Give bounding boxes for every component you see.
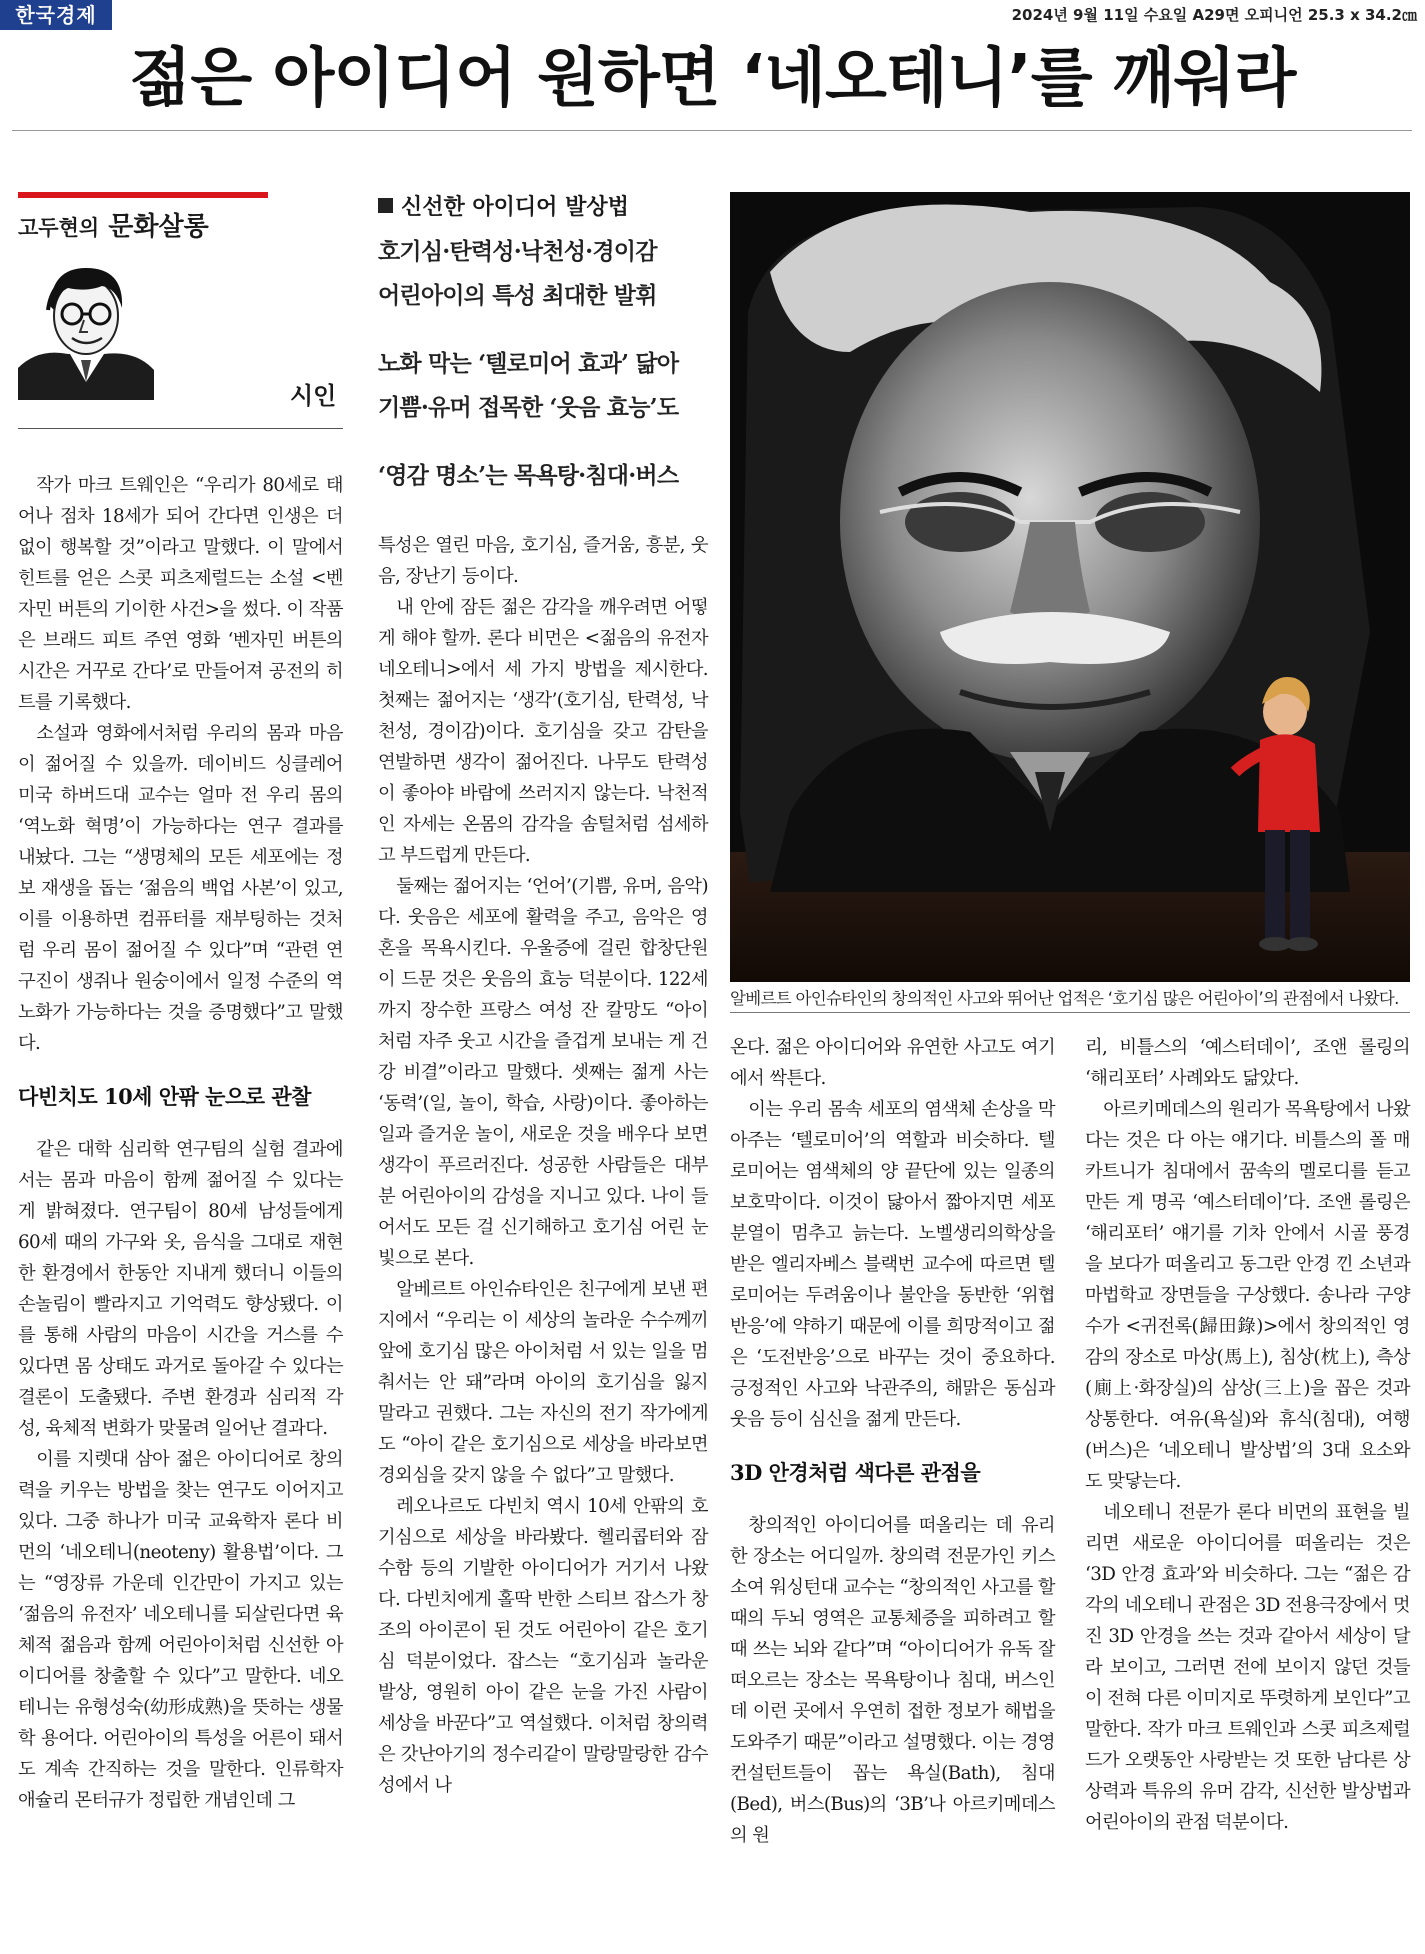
deck-label: [378, 190, 629, 221]
paragraph: 네오테니 전문가 론다 비먼의 표현을 빌리면 새로운 아이디어를 떠올리는 것은 ‘3D 안경 효과’와 비슷하다. 그는 “젊은 감각의 네오테니 관점은 3D 전용극장에서 멋진 3D 안경을 쓰는 것과 같아서 세상이 달라 보이고, 그러면 전에 보이지 않던 것들이 전혀 다른 이미지로 뚜렷하게 보인다”고 말한다. 작가 마크 트웨인과 스콧 피츠제럴드가 오랫동안 사랑받는 것 또한 남다른 상상력과 특유의 유머 감각, 신선한 발상법과 어린아이의 관점 덕분이다.: [1085, 1502, 1410, 1833]
headline-divider: [12, 130, 1412, 131]
publication-info: 2024년 9월 11일 수요일 A29면 오피니언 25.3 x 34.2㎝: [1011, 6, 1417, 24]
article-column-2: [378, 530, 708, 1801]
deck-line: 노화 막는 ‘텔로미어 효과’ 닮아: [378, 350, 679, 377]
paragraph: 창의적인 아이디어를 떠올리는 데 유리한 장소는 어디일까. 창의력 전문가인 키스 소여 워싱턴대 교수는 “창의적인 사고를 할 때의 두뇌 영역은 교통체증을 피하려고 할 때 쓰는 뇌와 같다”며 “아이디어가 유독 잘 떠오르는 장소는 목욕탕이나 침대, 버스인데 이런 곳에서 우연히 접한 정보가 해법을 도와주기 때문”이라고 설명했다. 이는 경영 컨설턴트들이 꼽는 욕실(Bath), 침대(Bed), 버스(Bus)의 ‘3B’나 아르키메데스의 원: [730, 1515, 1055, 1846]
byline-divider: [18, 428, 343, 429]
paragraph: 아르키메데스의 원리가 목욕탕에서 나왔다는 것은 다 아는 얘기다. 비틀스의 폴 매카트니가 침대에서 꿈속의 멜로디를 듣고 만든 게 명곡 ‘예스터데이’다. 조앤 롤링은 ‘해리포터’ 얘기를 기차 안에서 시골 풍경을 보다가 떠올리고 동그란 안경 낀 소년과 마법학교 장면들을 구상했다. 송나라 구양수가 <귀전록(歸田錄)>에서 창의적인 영감의 장소로 마상(馬上), 침상(枕上), 측상(廁上·화장실)의 삼상(三上)을 꼽은 것과 상통한다. 여유(욕실)와 휴식(침대), 여행(버스)은 ‘네오테니 발상법’의 3대 요소와도 맞닿는다.: [1085, 1099, 1410, 1492]
column-author-name: 고두현의: [18, 216, 100, 240]
deck-line: 호기심·탄력성·낙천성·경이감: [378, 238, 657, 265]
deck-line: 어린아이의 특성 최대한 발휘: [378, 282, 657, 309]
article-column-3: [730, 1032, 1055, 1851]
paragraph: 작가 마크 트웨인은 “우리가 80세로 태어나 점차 18세가 되어 간다면 인생은 더없이 행복할 것”이라고 말했다. 이 말에서 힌트를 얻은 스콧 피츠제럴드는 소설 <벤자민 버튼의 기이한 사건>을 썼다. 이 작품은 브래드 피트 주연 영화 ‘벤자민 버튼의 시간은 거꾸로 간다’로 만들어져 공전의 히트를 기록했다.: [18, 475, 343, 713]
article-column-4: [1085, 1032, 1410, 1838]
paragraph: 특성은 열린 마음, 호기심, 즐거움, 흥분, 웃음, 장난기 등이다.: [378, 535, 708, 587]
paragraph: 소설과 영화에서처럼 우리의 몸과 마음이 젊어질 수 있을까. 데이비드 싱클레어 미국 하버드대 교수는 얼마 전 우리 몸의 ‘역노화 혁명’이 가능하다는 연구 결과를 내놨다. 그는 “생명체의 모든 세포에는 정보 재생을 돕는 ‘젊음의 백업 사본’이 있고, 이를 이용하면 컴퓨터를 재부팅하는 것처럼 우리 몸이 젊어질 수 있다”며 “관련 연구진이 생쥐나 원숭이에서 일정 수준의 역노화가 가능하다는 것을 증명했다”고 말했다.: [18, 723, 343, 1054]
subheading: 다빈치도 10세 안팎 눈으로 관찰: [18, 1084, 311, 1109]
newspaper-masthead: 한국경제: [0, 0, 112, 30]
page-title: 젊은 아이디어 원하면 ‘네오테니’를 깨워라: [129, 42, 1296, 116]
author-portrait-illustration: [18, 258, 154, 400]
article-column-1: [18, 470, 343, 1816]
column-title: [18, 206, 209, 243]
paragraph: 알베르트 아인슈타인은 친구에게 보낸 편지에서 “우리는 이 세상의 놀라운 수수께끼 앞에 호기심 많은 아이처럼 서 있는 일을 멈춰서는 안 돼”라며 아이의 호기심을 잃지 말라고 권했다. 그는 자신의 전기 작가에게도 “아이 같은 호기심으로 세상을 바라보면 경외심을 갖지 않을 수 없다”고 말했다.: [378, 1279, 708, 1486]
paragraph: 내 안에 잠든 젊은 감각을 깨우려면 어떻게 해야 할까. 론다 비먼은 <젊음의 유전자 네오테니>에서 세 가지 방법을 제시한다. 첫째는 젊어지는 ‘생각’(호기심, 탄력성, 낙천성, 경이감)이다. 호기심을 갖고 감탄을 연발하면 생각이 젊어진다. 나무도 탄력성이 좋아야 바람에 쓰러지지 않는다. 낙천적인 자세는 온몸의 감각을 솜털처럼 섬세하고 부드럽게 만든다.: [378, 597, 708, 866]
paragraph: 온다. 젊은 아이디어와 유연한 사고도 여기에서 싹튼다.: [730, 1037, 1055, 1089]
deck-line: ‘영감 명소’는 목욕탕·침대·버스: [378, 462, 679, 489]
paragraph: 레오나르도 다빈치 역시 10세 안팎의 호기심으로 세상을 바라봤다. 헬리콥터와 잠수함 등의 기발한 아이디어가 거기서 나왔다. 다빈치에게 홀딱 반한 스티브 잡스가 창조의 아이콘이 된 것도 어린아이 같은 호기심 덕분이었다. 잡스는 “호기심과 놀라운 발상, 영원히 아이 같은 눈을 가진 사람이 세상을 바꾼다”고 역설했다. 이처럼 창의력은 갓난아기의 정수리같이 말랑말랑한 감수성에서 나: [378, 1496, 708, 1796]
subheading: 3D 안경처럼 색다른 관점을: [730, 1460, 981, 1485]
paragraph: 둘째는 젊어지는 ‘언어’(기쁨, 유머, 음악)다. 웃음은 세포에 활력을 주고, 음악은 영혼을 목욕시킨다. 우울증에 걸린 합창단원이 드문 것은 웃음의 효능 덕분이다. 122세까지 장수한 프랑스 여성 잔 칼망도 “아이처럼 자주 웃고 시간을 즐겁게 보내는 게 건강 비결”이라고 말했다. 셋째는 젊게 사는 ‘동력’(일, 놀이, 학습, 사랑)이다. 좋아하는 일과 즐거운 놀이, 새로운 것을 배우다 보면 생각이 푸르러진다. 성공한 사람들은 대부분 어린아이의 감성을 지니고 있다. 나이 들어서도 모든 걸 신기해하고 호기심 어린 눈빛으로 본다.: [378, 876, 708, 1269]
author-role: 시인: [290, 382, 337, 410]
square-bullet-icon: [378, 198, 393, 213]
column-accent-bar: [18, 192, 268, 198]
paragraph: 리, 비틀스의 ‘예스터데이’, 조앤 롤링의 ‘해리포터’ 사례와도 닮았다.: [1085, 1037, 1410, 1089]
paragraph: 이는 우리 몸속 세포의 염색체 손상을 막아주는 ‘텔로미어’의 역할과 비슷하다. 텔로미어는 염색체의 양 끝단에 있는 일종의 보호막이다. 이것이 닳아서 짧아지면 세포 분열이 멈추고 늙는다. 노벨생리의학상을 받은 엘리자베스 블랙번 교수에 따르면 텔로미어는 두려움이나 불안을 동반한 ‘위협반응’에 약하기 때문에 이를 희망적이고 젊은 ‘도전반응’으로 바꾸는 것이 중요하다. 긍정적인 사고와 낙관주의, 해맑은 동심과 웃음 등이 심신을 젊게 만든다.: [730, 1099, 1055, 1430]
photo-caption: 알베르트 아인슈타인의 창의적인 사고와 뛰어난 업적은 ‘호기심 많은 어린아이’의 관점에서 나왔다.: [730, 989, 1399, 1008]
deck-line: 기쁨·유머 접목한 ‘웃음 효능’도: [378, 394, 679, 421]
caption-divider: [730, 1012, 1410, 1013]
column-name: 문화살롱: [108, 212, 209, 242]
deck-label-text: 신선한 아이디어 발상법: [401, 195, 629, 220]
paragraph: 이를 지렛대 삼아 젊은 아이디어로 창의력을 키우는 방법을 찾는 연구도 이어지고 있다. 그중 하나가 미국 교육학자 론다 비먼의 ‘네오테니(neoteny) 활용법’이다. 그는 “영장류 가운데 인간만이 가지고 있는 ‘젊음의 유전자’ 네오테니를 되살린다면 육체적 젊음과 함께 어린아이처럼 신선한 아이디어를 창출할 수 있다”고 말한다. 네오테니는 유형성숙(幼形成熟)을 뜻하는 생물학 용어다. 어린아이의 특성을 어른이 돼서도 계속 간직하는 것을 말한다. 인류학자 애슐리 몬터규가 정립한 개념인데 그: [18, 1449, 343, 1811]
einstein-child-photo: [730, 192, 1410, 982]
paragraph: 같은 대학 심리학 연구팀의 실험 결과에서는 몸과 마음이 함께 젊어질 수 있다는 게 밝혀졌다. 연구팀이 80세 남성들에게 60세 때의 가구와 옷, 음식을 그대로 재현한 환경에서 한동안 지내게 했더니 이들의 손놀림이 빨라지고 기억력도 향상됐다. 이를 통해 사람의 마음이 시간을 거스를 수 있다면 몸 상태도 과거로 돌아갈 수 있다는 결론이 도출됐다. 주변 환경과 심리적 각성, 육체적 변화가 맞물려 일어난 결과다.: [18, 1139, 343, 1439]
